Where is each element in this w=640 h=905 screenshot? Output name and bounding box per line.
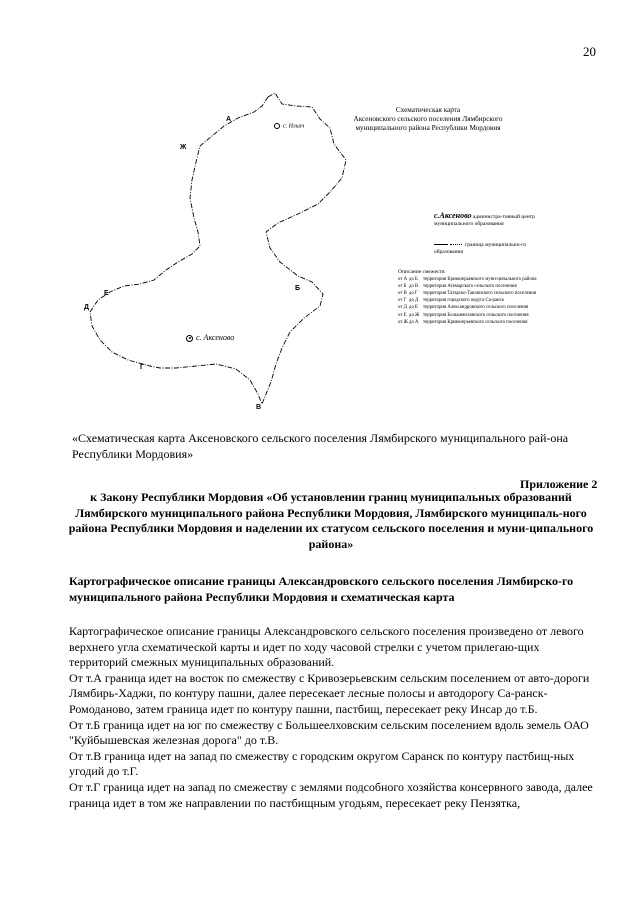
border-line-icon [434,244,448,245]
legend-admin-center [434,212,544,228]
legend-header: Описание смежеств [398,269,445,275]
legend-desc: территория Татарско-Тавлинского сельского поселения [423,290,537,296]
boundary-line [90,93,346,404]
border-dots-icon [450,244,462,245]
settlement-ilich [274,123,304,129]
map-title [340,106,516,133]
body-text [69,624,597,811]
map-title-line: Схематическая карта [395,106,461,114]
point-v-label: В [256,404,262,411]
legend-from: от Г [398,298,407,304]
legend-row [398,277,538,283]
legend-row [398,305,538,311]
body-paragraph: От т.В граница идет на запад по смежеству с городским округом Саранск по контуру пастбищ-ных угодий до т.Г. [69,748,575,779]
body-paragraph: От т.А граница идет на восток по смежеству с Кривозерьевским сельским поселением от авто-дороги Лямбирь-Хаджи, по контуру пашни, далее пересекает лесные полосы и автодорогу Са-ранск-Ромоданово, затем граница идет по контуру пашни, пастбищ, пересекает реку Инсар до т.Б. [69,670,590,716]
legend-to: до Д [409,298,419,304]
body-paragraph: От т.Г граница идет на запад по смежеству с землями подсобного хозяйства консервного завода, далее граница идет в том же направлении по пастбищным угодьям, пересекает реку Пензятка, [69,779,593,810]
legend-desc: территория городского округа Са-ранск [423,298,505,304]
legend-admin-name: с.Аксеново [434,211,472,220]
settlement-aksenovo [186,333,234,342]
settlement-marker-icon [274,123,280,129]
point-zh-label: Ж [180,144,187,151]
legend-to: до Ж [409,312,420,318]
legend-to: до А [409,319,419,325]
legend-desc: территория Александровского сельского поселения [423,305,529,311]
legend-to: до В [409,283,419,289]
legend-from: от Е [398,312,407,318]
point-g-label: Г [140,364,144,371]
legend-desc: территория Кривозерьевского сельского поселения [423,319,528,325]
point-e-label: Е [104,290,109,297]
admin-center-icon [186,335,193,342]
legend-to: до Б [409,276,418,282]
legend-row [398,320,538,326]
legend-row [398,313,538,319]
legend-desc: территория Атемарского сельского поселения [423,283,517,289]
point-a-label: А [226,116,232,123]
legend-row [398,284,538,290]
legend-to: до Г [409,290,418,296]
legend-admin-text: администра-тивный центр муниципального образования [434,214,535,227]
legend-from: от Ж [398,319,408,325]
legend-from: от А [398,276,408,282]
appendix-label: Приложение 2 [520,477,598,491]
point-b-label: Б [295,285,301,292]
legend-border [434,242,544,256]
legend-desc: территория Большеелховского сельского поселения [423,312,529,318]
law-title: к Закону Республики Мордовия «Об установлении границ муниципальных образований Лямбирского муниципального района Республики Мордовия, Лямбирского муниципаль-ного района Республики Мордовия и наделении их статусом сельского поселения и муни-ципального района» [68,490,594,551]
body-paragraph: Картографическое описание границы Александровского сельского поселения произведено от левого верхнего угла схематической карты и идет по ходу часовой стрелки с учетом прилегаю-щих территорий смежных муниципальных образований. [69,624,584,670]
settlement-aksenovo-label: с. Аксеново [196,333,235,342]
map-title-line: Аксеновского сельского поселения Лямбирского [353,115,503,123]
description-title: Картографическое описание границы Александровского сельского поселения Лямбирско-го муниципального района Республики Мордовия и схематическая карта [69,574,574,604]
legend-row [398,291,538,297]
point-d-label: Д [84,304,89,311]
legend-from: от Д [398,305,407,311]
legend-to: до Е [409,305,418,311]
body-paragraph: От т.Б граница идет на юг по смежеству с Большеелховским сельским поселением вдоль земель ОАО "Куйбышевская железная дорога" до т.В. [69,717,589,748]
page-number: 20 [583,44,596,59]
map-title-line: муниципального района Республики Мордовия [355,124,501,132]
legend-adjacency-table [398,270,538,327]
legend-desc: территория Кривозерьевского муни-ципального района [423,276,537,282]
legend-row [398,298,538,304]
settlement-ilich-label: с. Ильич [283,123,305,130]
legend-border-text: граница муниципально-го образования [434,242,527,255]
settlement-boundary-map [0,0,640,430]
legend-from: от В [398,290,407,296]
map-caption: «Схематическая карта Аксеновского сельского поселения Лямбирского муниципального рай-она Республики Мордовия» [72,431,569,461]
legend-from: от Б [398,283,407,289]
